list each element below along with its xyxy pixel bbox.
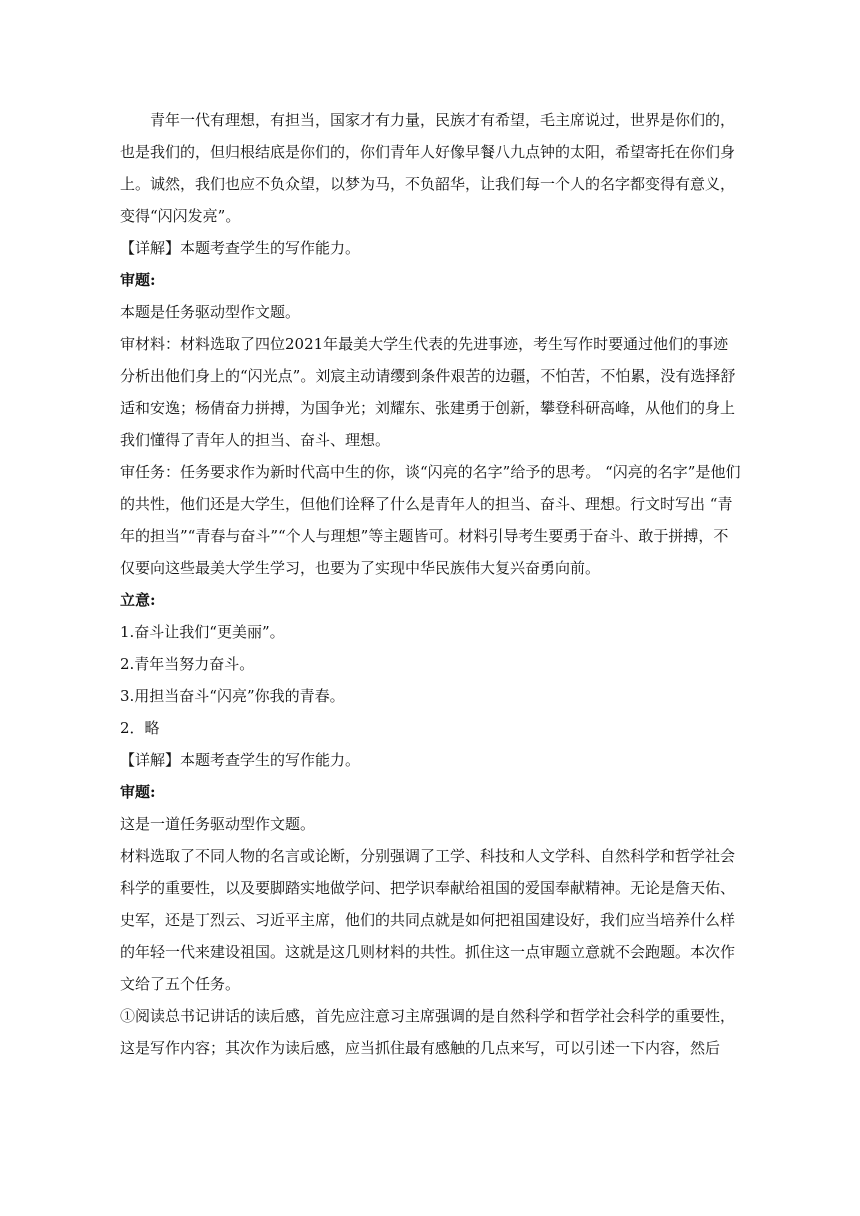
paragraph-material-analysis: 审材料：材料选取了四位2021年最美大学生代表的先进事迹，考生写作时要通过他们的事迹分析出他们身上的“闪光点”。刘宸主动请缨到条件艰苦的边疆，不怕苦，不怕累，没有选择舒适和安逸；杨倩奋力拼搏，为国争光；刘耀东、张建勇于创新，攀登科研高峰，从他们的身上我们懂得了青年人的担当、奋斗、理想。 [120, 335, 736, 449]
detail-heading-1: 【详解】本题考查学生的写作能力。 [120, 239, 361, 257]
question-2-answer: 2．略 [120, 719, 160, 737]
detail-heading-2: 【详解】本题考查学生的写作能力。 [120, 751, 361, 769]
section-label-shenti-2: 审题: [120, 783, 156, 801]
paragraph-material-summary: 材料选取了不同人物的名言或论断，分别强调了工学、科技和人文学科、自然科学和哲学社会科学的重要性，以及要脚踏实地做学问、把学识奉献给祖国的爱国奉献精神。无论是詹天佑、史军，还是丁烈云、习近平主席，他们的共同点就是如何把祖国建设好，我们应当培养什么样的年轻一代来建设祖国。这就是这几则材料的共性。抓住这一点审题立意就不会跑题。本次作文给了五个任务。 [120, 847, 736, 993]
paragraph-task-type-2: 这是一道任务驱动型作文题。 [120, 815, 316, 833]
paragraph-task-analysis: 审任务：任务要求作为新时代高中生的你，谈“闪亮的名字”给予的思考。 “闪亮的名字”是他们的共性，他们还是大学生，但他们诠释了什么是青年人的担当、奋斗、理想。行文时写出 “青年的担当”“青春与奋斗”“个人与理想”等主题皆可。材料引导考生要勇于奋斗、敢于拼搏，不仅要向这些最美大学生学习，也要为了实现中华民族伟大复兴奋勇向前。 [120, 463, 741, 577]
thesis-item-2: 2.青年当努力奋斗。 [120, 655, 255, 673]
document-body [120, 104, 742, 1064]
paragraph-task-type-1: 本题是任务驱动型作文题。 [120, 303, 301, 321]
paragraph-conclusion: 青年一代有理想，有担当，国家才有力量，民族才有希望，毛主席说过，世界是你们的，也是我们的，但归根结底是你们的，你们青年人好像早餐八九点钟的太阳，希望寄托在你们身上。诚然，我们也应不负众望，以梦为马，不负韶华，让我们每一个人的名字都变得有意义，变得“闪闪发亮”。 [120, 111, 736, 225]
section-label-liyi: 立意: [120, 591, 156, 609]
thesis-item-1: 1.奋斗让我们“更美丽”。 [120, 623, 285, 641]
thesis-item-3: 3.用担当奋斗“闪亮”你我的青春。 [120, 687, 345, 705]
paragraph-task-one: ①阅读总书记讲话的读后感，首先应注意习主席强调的是自然科学和哲学社会科学的重要性，这是写作内容；其次作为读后感，应当抓住最有感触的几点来写，可以引述一下内容，然后 [120, 1007, 736, 1057]
section-label-shenti-1: 审题: [120, 271, 156, 289]
